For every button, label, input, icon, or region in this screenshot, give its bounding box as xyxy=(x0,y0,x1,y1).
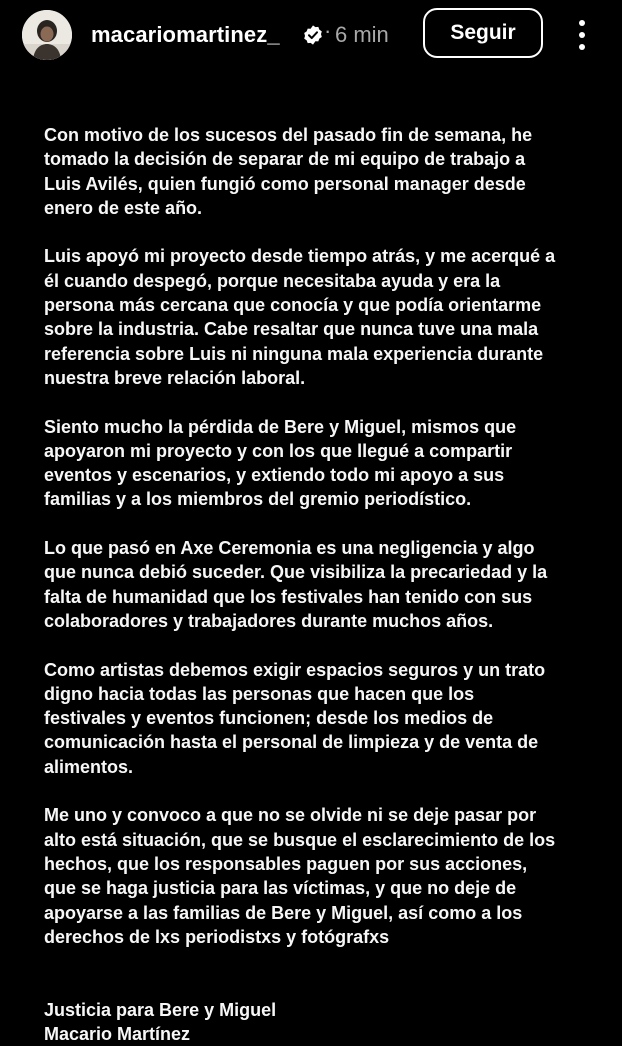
post-paragraph: Luis apoyó mi proyecto desde tiempo atrás, y me acerqué a él cuando despegó, porque necesitaba ayuda y era la persona más cercana que conocía y que podía orientarme sobre la industria. Cabe resaltar que nunca tuve una mala referencia sobre Luis ni ninguna mala experiencia durante nuestra breve relación laboral. xyxy=(44,246,556,388)
more-dot xyxy=(579,20,585,26)
post-signature: Justicia para Bere y Miguel Macario Martínez xyxy=(44,999,277,1044)
more-dot xyxy=(579,32,585,38)
post-paragraph: Con motivo de los sucesos del pasado fin de semana, he tomado la decisión de separar de mi equipo de trabajo a Luis Avilés, quien fungió como personal manager desde enero de este año. xyxy=(44,125,533,218)
verified-badge-icon xyxy=(302,24,324,46)
post-paragraph: Siento mucho la pérdida de Bere y Miguel, mismos que apoyaron mi proyecto y con los que llegué a compartir eventos y escenarios, y extiendo todo mi apoyo a sus familias y a los miembros del gremio periodístico. xyxy=(44,416,517,510)
post-paragraph: Como artistas debemos exigir espacios seguros y un trato digno hacia todas las personas que hacen que los festivales y eventos funcionen; desde los medios de comunicación hasta el personal de limpieza y de venta de alimentos. xyxy=(44,659,546,777)
post-paragraph: Me uno y convoco a que no se olvide ni se deje pasar por alto está situación, que se busque el esclarecimiento de los hechos, que los responsables paguen por sus acciones, que se haga justicia para las víctimas, y que no deje de apoyarse a las familias de Bere y Miguel, así como a los derechos de lxs periodistxs y fotógrafxs xyxy=(44,805,556,947)
more-options-icon[interactable] xyxy=(572,18,592,52)
post-header xyxy=(0,0,622,72)
more-dot xyxy=(579,44,585,50)
username[interactable]: macariomartinez_ xyxy=(91,22,280,47)
post-timestamp: 6 min xyxy=(335,22,389,47)
follow-button[interactable]: Seguir xyxy=(423,8,543,58)
post-body xyxy=(44,123,604,1046)
profile-photo-icon xyxy=(22,10,72,60)
avatar[interactable] xyxy=(22,10,72,60)
separator-dot: · xyxy=(324,18,332,43)
post-paragraph: Lo que pasó en Axe Ceremonia es una negligencia y algo que nunca debió suceder. Que visibiliza la precariedad y la falta de humanidad que los festivales han tenido con sus colaboradores y trabajadores durante muchos años. xyxy=(44,538,548,631)
